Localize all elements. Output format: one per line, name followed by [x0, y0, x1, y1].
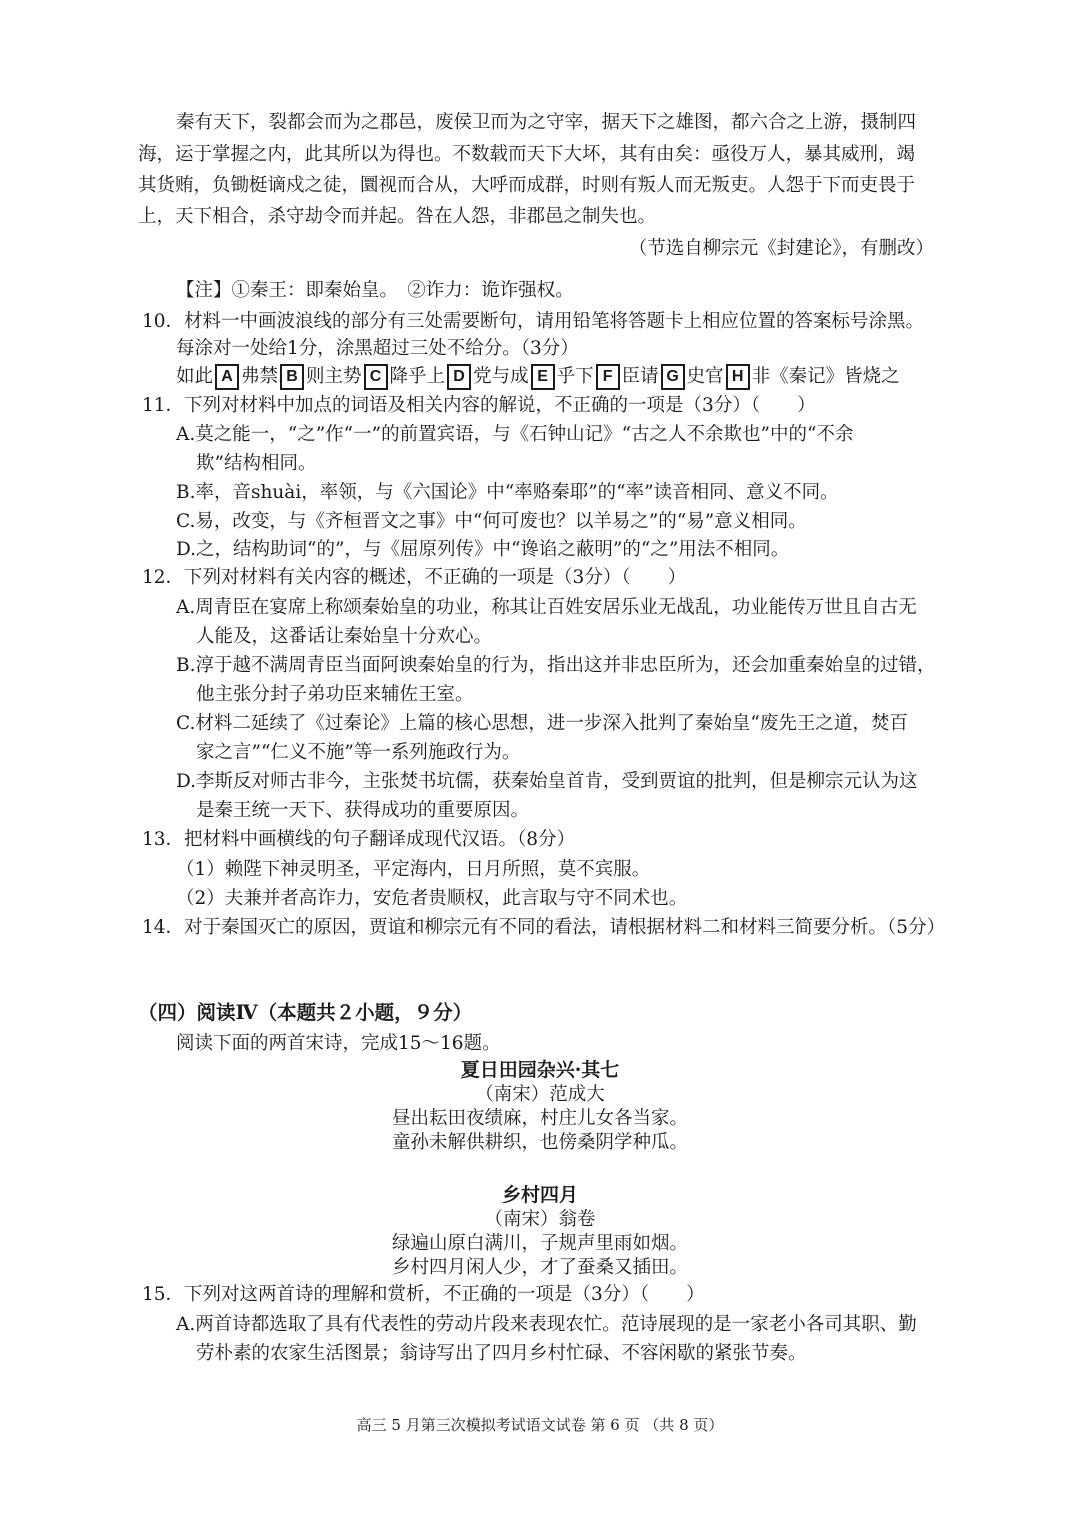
q12-option-b: B.淳于越不满周青臣当面阿谀秦始皇的行为，指出这并非忠臣所为，还会加重秦始皇的过错，: [176, 655, 936, 676]
answer-box-e[interactable]: E: [531, 364, 555, 390]
poem2-line-1: 绿遍山原白满川，子规声里雨如烟。: [391, 1233, 688, 1254]
q10-answer-sequence: [176, 362, 900, 392]
passage-line-2: 海，运于掌握之内，此其所以为得也。不数载而天下大坏，其有由矣：亟役万人，暴其威刑，竭: [138, 144, 916, 165]
q10-seg: 降乎上: [389, 366, 446, 387]
answer-box-f[interactable]: F: [596, 364, 620, 390]
poem2-line-2: 乡村四月闲人少，才了蚕桑又插田。: [391, 1257, 688, 1278]
section-intro: 阅读下面的两首宋诗，完成15～16题。: [176, 1033, 501, 1054]
poem1-author: （南宋）范成大: [475, 1084, 605, 1105]
q10-seg: 乎下: [556, 366, 594, 387]
passage-line-3: 其货贿，负锄梃谪戍之徒，圜视而合从，大呼而成群，时则有叛人而无叛吏。人怨于下而吏畏于: [138, 175, 916, 196]
q12-option-d: D.李斯反对师古非今，主张焚书坑儒，获秦始皇首肯，受到贾谊的批判，但是柳宗元认为这: [176, 771, 918, 792]
q10-seg: 史官: [686, 366, 724, 387]
poem2-author: （南宋）翁卷: [484, 1209, 596, 1230]
q12-stem: 12．下列对材料有关内容的概述，不正确的一项是（3分）（ ）: [142, 567, 687, 588]
q11-option-c: C.易，改变，与《齐桓晋文之事》中“何可废也？以羊易之”的“易”意义相同。: [176, 511, 807, 532]
q11-option-a: A.莫之能一，“之”作“一”的前置宾语，与《石钟山记》“古之人不余欺也”中的“不余: [176, 424, 854, 445]
q11-option-a-cont: 欺”结构相同。: [196, 453, 317, 474]
answer-box-c[interactable]: C: [364, 364, 388, 390]
answer-box-a[interactable]: A: [215, 364, 239, 390]
q10-seg: 则主势: [306, 366, 362, 387]
page-footer: 高三 5 月第三次模拟考试语文试卷 第 6 页 （共 8 页）: [356, 1416, 724, 1434]
q10-seg: 如此: [176, 366, 214, 387]
q10-stem-cont: 每涂对一处给1分，涂黑超过三处不给分。（3分）: [176, 338, 579, 359]
q12-option-c-cont: 家之言”“仁义不施”等一系列施政行为。: [196, 742, 521, 763]
q11-option-b: B.率，音shuài，率领，与《六国论》中“率赂秦耶”的“率”读音相同、意义不同。: [176, 482, 839, 503]
poem1-line-2: 童孙未解供耕织，也傍桑阴学种瓜。: [391, 1132, 688, 1153]
poem1-line-1: 昼出耘田夜绩麻，村庄儿女各当家。: [391, 1108, 688, 1129]
q10-seg: 非《秦记》皆烧之: [751, 366, 900, 387]
q13-stem: 13．把材料中画横线的句子翻译成现代汉语。（8分）: [142, 829, 576, 850]
answer-box-h[interactable]: H: [726, 364, 750, 390]
poem2-title: 乡村四月: [501, 1184, 578, 1206]
passage-source: （节选自柳宗元《封建论》，有删改）: [628, 238, 934, 259]
poem1-title: 夏日田园杂兴·其七: [460, 1059, 620, 1081]
q10-seg: 弗禁: [241, 366, 279, 387]
section-title: （四）阅读Ⅳ（本题共２小题，９分）: [138, 1001, 473, 1024]
passage-line-1: 秦有天下，裂都会而为之郡邑，废侯卫而为之守宰，据天下之雄图，都六合之上游，摄制四: [176, 112, 917, 133]
answer-box-d[interactable]: D: [447, 364, 471, 390]
q15-option-a: A.两首诗都选取了具有代表性的劳动片段来表现农忙。范诗展现的是一家老小各司其职、勤: [176, 1314, 917, 1335]
q12-option-a: A.周青臣在宴席上称颂秦始皇的功业，称其让百姓安居乐业无战乱，功业能传万世且自古无: [176, 597, 917, 618]
passage-line-4: 上，天下相合，杀守劫令而并起。咎在人怨，非郡邑之制失也。: [138, 206, 657, 227]
q12-option-d-cont: 是秦王统一天下、获得成功的重要原因。: [196, 800, 530, 821]
q15-stem: 15．下列对这两首诗的理解和赏析，不正确的一项是（3分）（ ）: [142, 1284, 705, 1305]
q13-sentence-1: （1）赖陛下神灵明圣，平定海内，日月所照，莫不宾服。: [176, 859, 651, 880]
q12-option-b-cont: 他主张分封子弟功臣来辅佐王室。: [196, 684, 474, 705]
q10-seg: 臣请: [621, 366, 659, 387]
answer-box-b[interactable]: B: [280, 364, 304, 390]
answer-box-g[interactable]: G: [661, 364, 685, 390]
q10-stem: 10．材料一中画波浪线的部分有三处需要断句，请用铅笔将答题卡上相应位置的答案标号涂黑。: [142, 311, 925, 332]
q15-option-a-cont: 劳朴素的农家生活图景；翁诗写出了四月乡村忙碌、不容闲歇的紧张节奏。: [196, 1343, 807, 1364]
q13-sentence-2: （2）夫兼并者高诈力，安危者贵顺权，此言取与守不同术也。: [176, 888, 688, 909]
q11-option-d: D.之，结构助词“的”，与《屈原列传》中“谗谄之蔽明”的“之”用法不相同。: [176, 539, 790, 560]
passage-note: 【注】①秦王：即秦始皇。 ②诈力：诡诈强权。: [176, 280, 574, 301]
q12-option-a-cont: 人能及，这番话让秦始皇十分欢心。: [196, 626, 493, 647]
q11-stem: 11．下列对材料中加点的词语及相关内容的解说，不正确的一项是（3分）（ ）: [142, 395, 816, 416]
q12-option-c: C.材料二延续了《过秦论》上篇的核心思想，进一步深入批判了秦始皇“废先王之道，焚百: [176, 713, 908, 734]
q14-stem: 14．对于秦国灭亡的原因，贾谊和柳宗元有不同的看法，请根据材料二和材料三简要分析。（5分）: [142, 917, 946, 938]
q10-seg: 党与成: [473, 366, 529, 387]
